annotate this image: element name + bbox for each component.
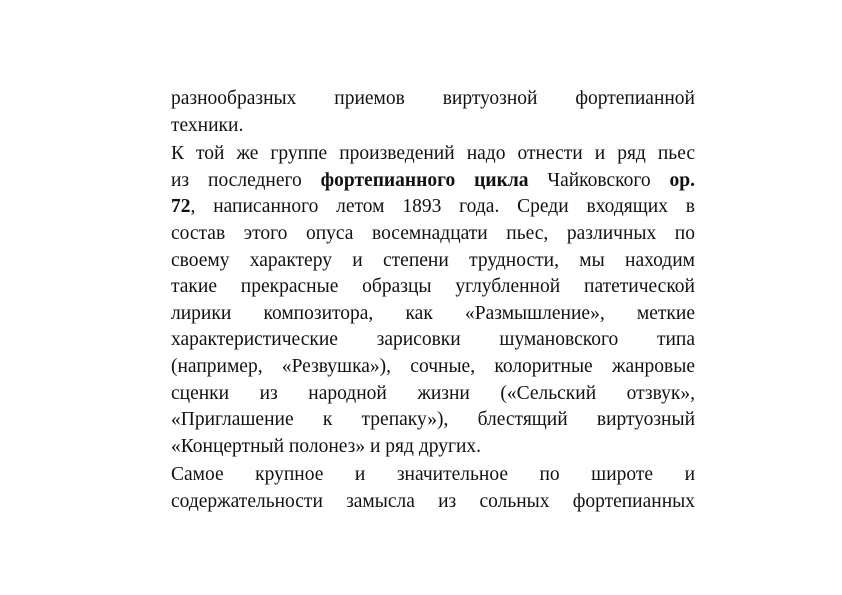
text-line — [171, 489, 695, 516]
text-run: (например, «Резвушка»), сочные, колоритные жанровые — [171, 355, 695, 377]
text-line — [171, 327, 695, 354]
text-run: «Приглашение к трепаку»), блестящий виртуозный — [171, 409, 695, 431]
text-line — [171, 301, 695, 328]
text-run: К той же группе произведений надо отнести и ряд пьес — [171, 143, 695, 165]
bold-text: op. — [669, 169, 696, 191]
text-run: состав этого опуса восемнадцати пьес, различных по — [171, 222, 695, 244]
text-line — [171, 113, 695, 140]
paragraph — [171, 86, 695, 139]
text-line — [171, 407, 695, 434]
text-run: , написанного летом 1893 года. Среди входящих в — [190, 196, 695, 218]
text-run: из последнего — [171, 169, 321, 191]
text-run: сценки из народной жизни («Сельский отзвук», — [171, 382, 695, 404]
bold-text: 72 — [171, 196, 191, 218]
paragraph — [171, 462, 695, 515]
paragraph — [171, 141, 695, 460]
text-line — [171, 462, 695, 489]
text-run: Самое крупное и значительное по широте и — [171, 464, 695, 486]
text-run: такие прекрасные образцы углубленной патетической — [171, 276, 695, 298]
text-run: лирики композитора, как «Размышление», меткие — [171, 302, 695, 324]
text-run: «Концертный полонез» и ряд других. — [171, 435, 482, 457]
text-run: разнообразных приемов виртуозной фортепианной — [171, 88, 695, 109]
text-run: Чайковского — [528, 169, 670, 191]
text-run: содержательности замысла из сольных фортепианных — [171, 490, 695, 512]
text-line — [171, 86, 695, 113]
text-line — [171, 434, 695, 461]
text-line — [171, 168, 695, 195]
text-line — [171, 221, 695, 248]
text-line — [171, 274, 695, 301]
text-line — [171, 381, 695, 408]
text-line — [171, 194, 695, 221]
text-line — [171, 354, 695, 381]
text-run: характеристические зарисовки шумановского типа — [171, 329, 695, 351]
text-run: своему характеру и степени трудности, мы находим — [171, 249, 695, 271]
text-line — [171, 141, 695, 168]
text-line — [171, 248, 695, 275]
document-text — [171, 86, 695, 516]
bold-text: фортепианного цикла — [320, 169, 529, 191]
text-run: техники. — [171, 114, 244, 136]
